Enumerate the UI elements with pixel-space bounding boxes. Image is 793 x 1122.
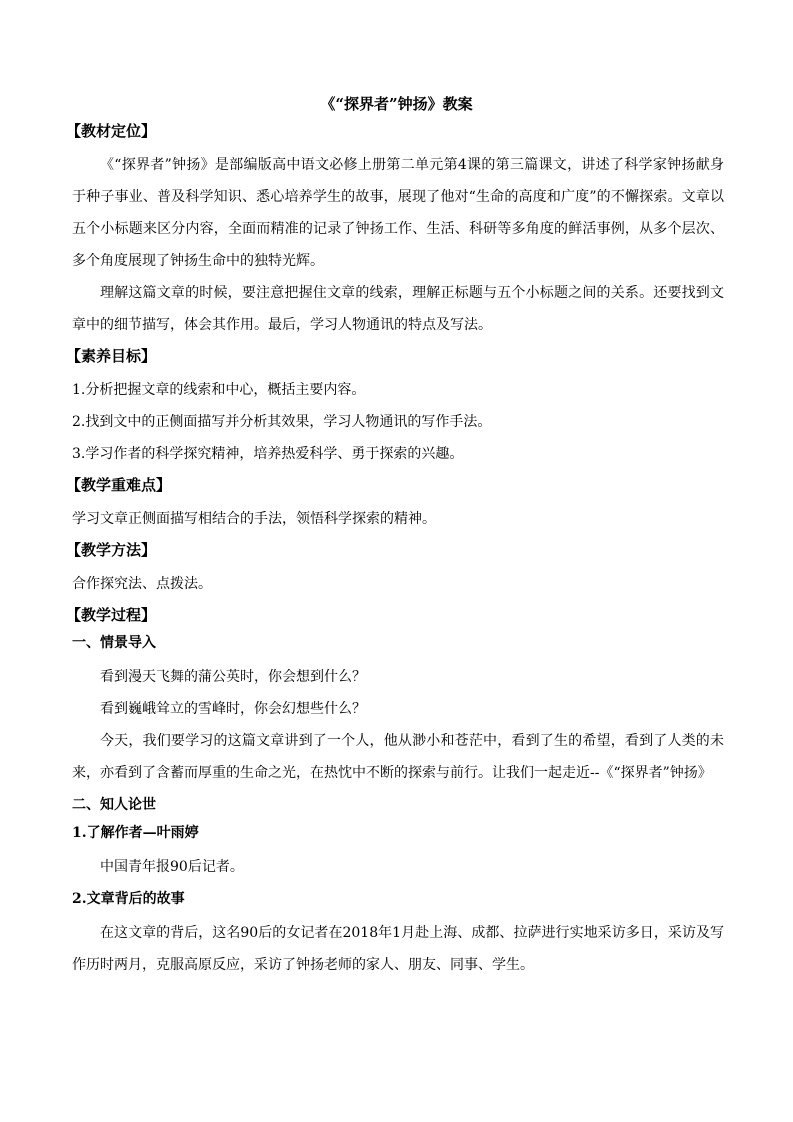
goal-item-3: 3.学习作者的科学探究精神，培养热爱科学、勇于探索的兴趣。	[72, 446, 464, 462]
section-heading-difficulty: 【教学重难点】	[66, 476, 172, 494]
positioning-paragraph-2: 理解这篇文章的时候，要注意把握住文章的线索，理解正标题与五个小标题之间的关系。还要找到文章中的细节描写，体会其作用。最后，学习人物通讯的特点及写法。	[72, 285, 724, 333]
process-part2-heading: 二、知人论世	[72, 797, 156, 813]
section-heading-positioning: 【教材定位】	[66, 122, 157, 140]
difficulty-text: 学习文章正侧面描写相结合的手法，领悟科学探索的精神。	[72, 511, 436, 527]
goal-item-1: 1.分析把握文章的线索和中心，概括主要内容。	[72, 382, 366, 398]
process-part2-sub1-text: 中国青年报90后记者。	[100, 859, 244, 875]
section-heading-process: 【教学过程】	[66, 606, 157, 624]
process-part1-paragraph-3: 今天，我们要学习的这篇文章讲到了一个人，他从渺小和苍茫中，看到了生的希望，看到了人类的未来，亦看到了含蓄而厚重的生命之光，在热忱中不断的探索与前行。让我们一起走近--《“探界者”钟扬》	[72, 733, 724, 781]
goal-item-2: 2.找到文中的正侧面描写并分析其效果，学习人物通讯的写作手法。	[72, 414, 492, 430]
document-title: 《“探界者”钟扬》教案	[320, 95, 473, 113]
method-text: 合作探究法、点拨法。	[72, 576, 212, 592]
process-part2-sub1-heading: 1.了解作者—叶雨婷	[72, 825, 199, 841]
process-part2-sub2-text: 在这文章的背后，这名90后的女记者在2018年1月赴上海、成都、拉萨进行实地采访多日，采访及写作历时两月，克服高原反应，采访了钟扬老师的家人、朋友、同事、学生。	[72, 925, 724, 973]
process-part1-heading: 一、情景导入	[72, 635, 156, 651]
section-heading-method: 【教学方法】	[66, 541, 157, 559]
positioning-paragraph-1: 《“探界者”钟扬》是部编版高中语文必修上册第二单元第4课的第三篇课文，讲述了科学家钟扬献身于种子事业、普及科学知识、悉心培养学生的故事，展现了他对“生命的高度和广度”的不懈探索。文章以五个小标题来区分内容，全面而精准的记录了钟扬工作、生活、科研等多角度的鲜活事例，从多个层次、多个角度展现了钟扬生命中的独特光辉。	[72, 157, 724, 269]
process-part2-sub2-heading: 2.文章背后的故事	[72, 891, 185, 907]
process-part1-paragraph-2: 看到巍峨耸立的雪峰时，你会幻想些什么？	[100, 701, 366, 717]
document-body	[66, 116, 724, 981]
section-heading-goals: 【素养目标】	[66, 347, 157, 365]
process-part1-paragraph-1: 看到漫天飞舞的蒲公英时，你会想到什么？	[100, 669, 366, 685]
